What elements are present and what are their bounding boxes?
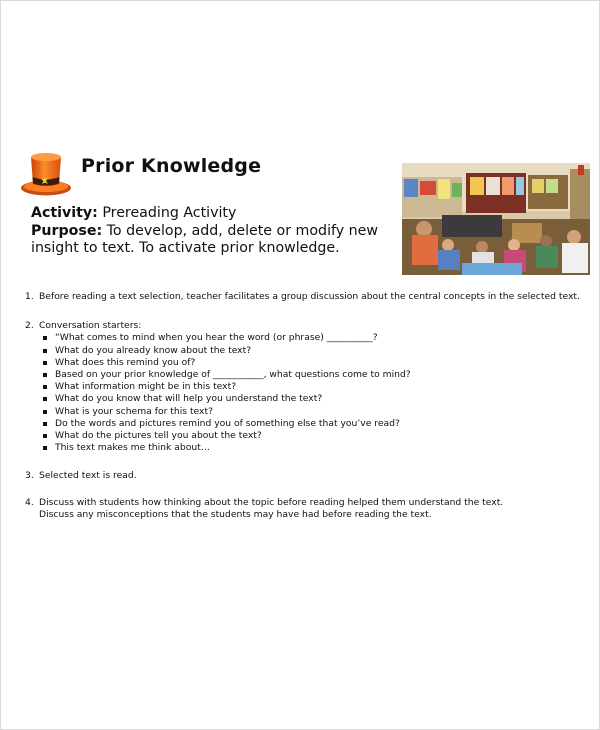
step-number: 4. bbox=[25, 496, 34, 508]
list-item: “What comes to mind when you hear the word (or phrase) __________? bbox=[39, 332, 595, 344]
page-title: Prior Knowledge bbox=[81, 155, 262, 177]
bullet-icon bbox=[43, 349, 47, 353]
intro-block bbox=[31, 205, 396, 258]
top-hat-icon bbox=[19, 151, 75, 197]
bullet-icon bbox=[43, 410, 47, 414]
classroom-photo bbox=[402, 163, 590, 275]
step-text: Selected text is read. bbox=[39, 470, 137, 482]
list-item: What do the pictures tell you about the text? bbox=[39, 430, 595, 442]
purpose-text: To develop, add, delete or modify new insight to text. To activate prior knowledge. bbox=[31, 222, 378, 256]
step-text: Conversation starters: bbox=[39, 320, 142, 332]
bullet-icon bbox=[43, 385, 47, 389]
step-number: 1. bbox=[25, 291, 34, 302]
steps-list bbox=[25, 291, 595, 521]
purpose-line bbox=[31, 223, 396, 258]
list-item: What do you already know about the text? bbox=[39, 345, 595, 357]
bullet-icon bbox=[43, 336, 47, 340]
activity-line bbox=[31, 205, 396, 223]
bullet-icon bbox=[43, 446, 47, 450]
step-number: 3. bbox=[25, 470, 34, 482]
bullet-icon bbox=[43, 373, 47, 377]
step-text: Before reading a text selection, teacher facilitates a group discussion about the central concepts in the selected text. bbox=[39, 291, 580, 302]
list-item: This text makes me think about… bbox=[39, 442, 595, 454]
list-item: Based on your prior knowledge of ___________, what questions come to mind? bbox=[39, 369, 595, 381]
step-item bbox=[25, 470, 595, 482]
step-item bbox=[25, 291, 595, 303]
bullet-icon bbox=[43, 361, 47, 365]
step-item bbox=[25, 497, 595, 521]
bullet-icon bbox=[43, 397, 47, 401]
activity-label: Activity: bbox=[31, 205, 98, 221]
list-item: What does this remind you of? bbox=[39, 357, 595, 369]
list-item: Do the words and pictures remind you of something else that you’ve read? bbox=[39, 418, 595, 430]
step-number: 2. bbox=[25, 320, 34, 332]
list-item: What information might be in this text? bbox=[39, 381, 595, 393]
activity-text: Prereading Activity bbox=[102, 205, 237, 221]
bullet-icon bbox=[43, 422, 47, 426]
list-item: What is your schema for this text? bbox=[39, 406, 595, 418]
bullet-icon bbox=[43, 434, 47, 438]
conversation-starters-list bbox=[39, 332, 595, 454]
step-text: Discuss with students how thinking about the topic before reading helped them understand the text. bbox=[39, 496, 504, 508]
list-item: What do you know that will help you understand the text? bbox=[39, 393, 595, 405]
step-text-continued: Discuss any misconceptions that the students may have had before reading the text. bbox=[39, 508, 432, 520]
purpose-label: Purpose: bbox=[31, 222, 103, 239]
step-item bbox=[25, 320, 595, 454]
